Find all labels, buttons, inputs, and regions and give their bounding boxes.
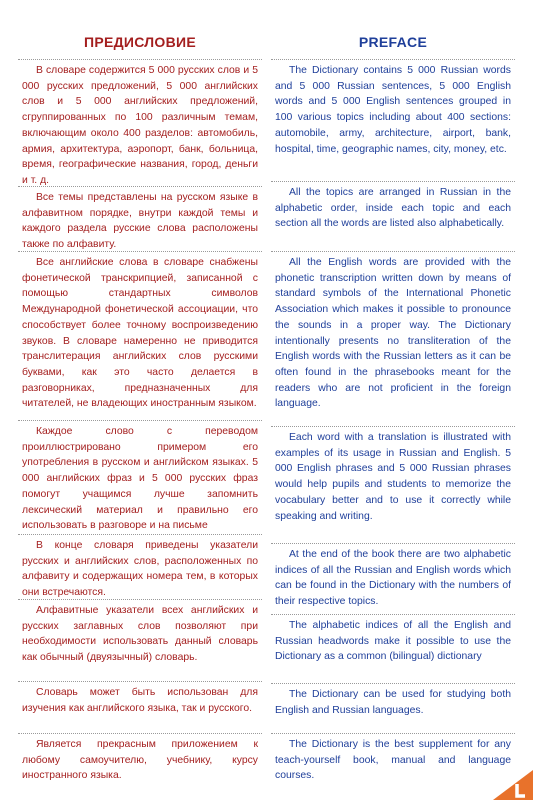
corner-triangle — [493, 770, 533, 800]
labirint-logo-icon — [475, 770, 533, 800]
russian-paragraph-3: Все английские слова в словаре снабжены фонетической транскрипцией, записанной с помощью стандартных символов Международной фонетической ассоциации, что способствует более точному воспроизведению звуков. В словаре намеренно не приводится транслитерация английских слов русскими буквами, как это часто делается в разговорниках, предназначенных для читателей, не владеющих иностранным языком. — [22, 255, 258, 412]
russian-paragraph-7: Словарь может быть использован для изучения как английского языка, так и русского. — [22, 685, 258, 716]
english-paragraph-5: At the end of the book there are two alphabetic indices of all the Russian and English words which can be found in the Dictionary with the numbers of their respective topics. — [275, 547, 511, 610]
russian-paragraph-4: Каждое слово с переводом проиллюстрировано примером его употребления в русском и английском языках. 5 000 английских фраз и 5 000 русских фраз помогут учащимся лучше запомнить лексический материал и правильно его использовать в разговоре и на письме — [22, 424, 258, 534]
russian-paragraph-1: В словаре содержится 5 000 русских слов и 5 000 русских предложений, 5 000 английских слов и 5 000 английских предложений, сгруппированных по 100 различным темам, включающим около 400 разделов: автомобиль, армия, архитектура, аэропорт, банк, больница, время, географические названия, город, деньги и т. д. — [22, 63, 258, 189]
english-paragraph-4: Each word with a translation is illustrated with examples of its usage in Russian and English. 5 000 English phrases and 5 000 Russian phrases would help pupils and students to memorize the vocabulary better and to use it correctly while speaking and writing. — [275, 430, 511, 524]
english-paragraph-7: The Dictionary can be used for studying both English and Russian languages. — [275, 687, 511, 718]
english-paragraph-8: The Dictionary is the best supplement for any teach-yourself book, manual and language courses. — [275, 737, 511, 784]
english-heading: PREFACE — [358, 34, 428, 50]
russian-paragraph-2: Все темы представлены на русском языке в алфавитном порядке, внутри каждой темы и каждого раздела русские слова расположены также по алфавиту. — [22, 190, 258, 253]
russian-paragraph-5: В конце словаря приведены указатели русских и английских слов, расположенных по алфавиту и содержащих номера тем, в которых они встречаются. — [22, 538, 258, 601]
english-paragraph-6: The alphabetic indices of all the English and Russian headwords make it possible to use the Dictionary as a common (bilingual) dictionary — [275, 618, 511, 665]
english-paragraph-1: The Dictionary contains 5 000 Russian words and 5 000 Russian sentences, 5 000 English words and 5 000 English sentences grouped in 100 various topics including about 400 sections: automobile, army, architecture, airport, bank, hospital, time, geographic names, city, money, etc. — [275, 63, 511, 157]
russian-heading: ПРЕДИСЛОВИЕ — [83, 34, 197, 50]
russian-paragraph-8: Является прекрасным приложением к любому самоучителю, учебнику, курсу иностранного языка. — [22, 737, 258, 784]
english-paragraph-2: All the topics are arranged in Russian in the alphabetic order, inside each topic and each section all the words are listed also alphabetically. — [275, 185, 511, 232]
english-paragraph-3: All the English words are provided with the phonetic transcription written down by means of standard symbols of the International Phonetic Association which makes it possible to pronounce the sounds in a proper way. The Dictionary intentionally presents no transliteration of the English words with the Russian letters as it can be often found in the phrasebooks meant for the readers who are not proficient in the foreign language. — [275, 255, 511, 412]
russian-paragraph-6: Алфавитные указатели всех английских и русских заглавных слов позволяют при необходимости использовать данный словарь как обычный (двуязычный) словарь. — [22, 603, 258, 666]
